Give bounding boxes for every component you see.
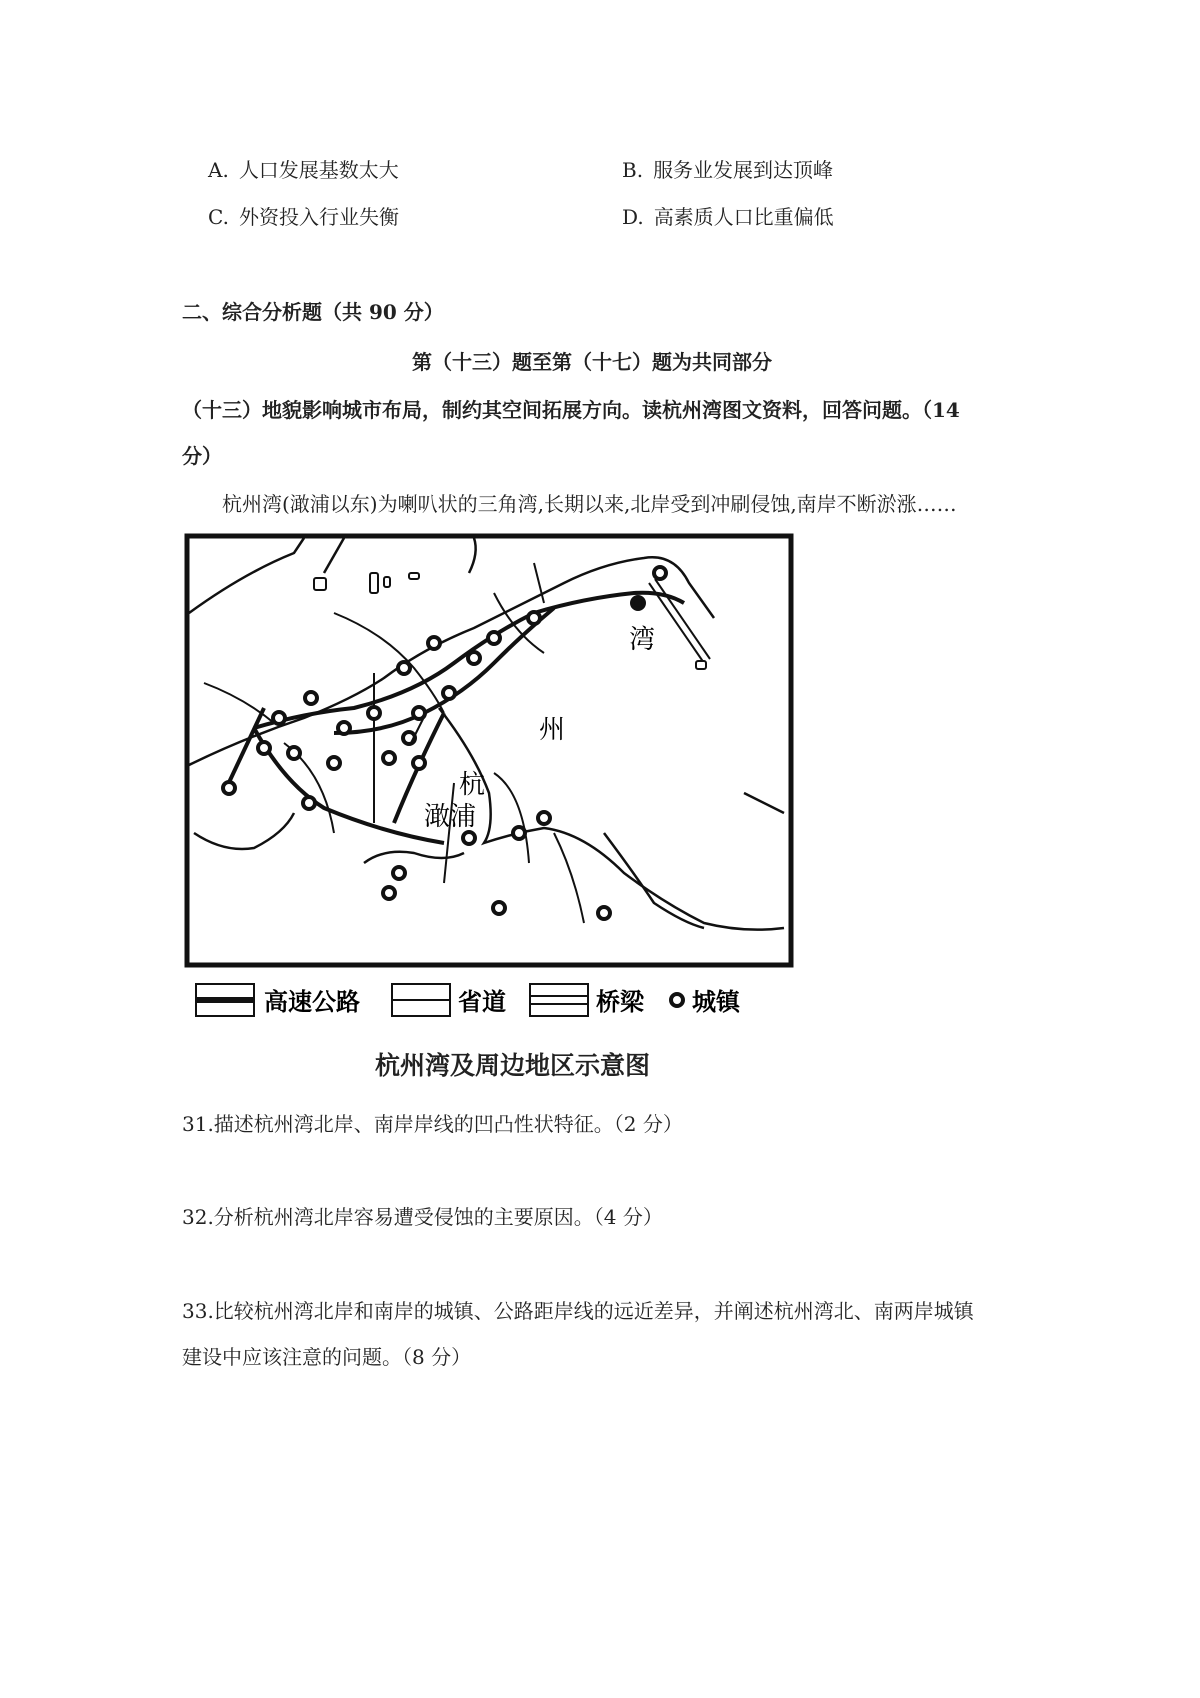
town bbox=[654, 567, 666, 579]
option-c bbox=[208, 203, 399, 231]
town bbox=[488, 632, 500, 644]
question-32: 32.分析杭州湾北岸容易遭受侵蚀的主要原因。（4 分） bbox=[182, 1205, 663, 1229]
town bbox=[303, 797, 315, 809]
option-a-label: A. bbox=[208, 158, 229, 182]
town bbox=[338, 722, 350, 734]
town bbox=[632, 597, 644, 609]
option-d bbox=[622, 203, 834, 231]
town bbox=[305, 692, 317, 704]
map-legend bbox=[192, 976, 792, 1026]
town bbox=[273, 712, 285, 724]
option-a bbox=[208, 156, 399, 184]
legend-provincial-label: 省道 bbox=[458, 988, 506, 1016]
hangzhou-bay-map bbox=[184, 533, 794, 968]
town bbox=[288, 747, 300, 759]
option-c-text: 外资投入行业失衡 bbox=[238, 205, 399, 229]
town bbox=[538, 812, 550, 824]
option-b-text: 服务业发展到达顶峰 bbox=[653, 158, 834, 182]
option-b-label: B. bbox=[622, 158, 644, 182]
option-c-label: C. bbox=[208, 205, 229, 229]
town bbox=[463, 832, 475, 844]
option-b bbox=[622, 156, 833, 184]
town bbox=[368, 707, 380, 719]
question13-intro: 杭州湾(澉浦以东)为喇叭状的三角湾,长期以来,北岸受到冲刷侵蚀,南岸不断淤涨…… bbox=[222, 492, 957, 516]
legend-bridge-label: 桥梁 bbox=[596, 988, 644, 1016]
question13-line1: （十三）地貌影响城市布局，制约其空间拓展方向。读杭州湾图文资料，回答问题。（14 bbox=[182, 398, 960, 422]
town bbox=[598, 907, 610, 919]
town bbox=[468, 652, 480, 664]
map-label-ganpu: 澉浦 bbox=[424, 802, 477, 832]
town bbox=[513, 827, 525, 839]
legend-town-icon bbox=[671, 994, 683, 1006]
town bbox=[443, 687, 455, 699]
town bbox=[528, 612, 540, 624]
section-heading: 二、综合分析题（共 90 分） bbox=[182, 300, 444, 324]
town bbox=[398, 662, 410, 674]
option-d-text: 高素质人口比重偏低 bbox=[653, 205, 834, 229]
island-2 bbox=[370, 573, 378, 593]
town bbox=[383, 887, 395, 899]
town bbox=[493, 902, 505, 914]
map-label-hang: 杭 bbox=[459, 770, 486, 800]
question13-line2: 分） bbox=[182, 444, 222, 468]
town bbox=[258, 742, 270, 754]
town bbox=[393, 867, 405, 879]
town bbox=[328, 757, 340, 769]
legend-highway-label: 高速公路 bbox=[264, 988, 360, 1016]
question-31: 31.描述杭州湾北岸、南岸岸线的凹凸性状特征。（2 分） bbox=[182, 1112, 683, 1136]
map-caption: 杭州湾及周边地区示意图 bbox=[375, 1051, 651, 1080]
question-33-line2: 建设中应该注意的问题。（8 分） bbox=[182, 1345, 472, 1369]
island-4 bbox=[409, 573, 419, 579]
legend-town-label: 城镇 bbox=[692, 988, 740, 1016]
option-d-label: D. bbox=[622, 205, 644, 229]
island-5 bbox=[696, 661, 706, 669]
question-33-line1: 33.比较杭州湾北岸和南岸的城镇、公路距岸线的远近差异，并阐述杭州湾北、南两岸城镇 bbox=[182, 1299, 974, 1323]
map-label-wan: 湾 bbox=[629, 625, 656, 655]
town bbox=[428, 637, 440, 649]
island-1 bbox=[314, 578, 326, 590]
common-part-heading: 第（十三）题至第（十七）题为共同部分 bbox=[412, 350, 772, 374]
town bbox=[383, 752, 395, 764]
map-label-zhou: 州 bbox=[539, 715, 566, 745]
legend-bridge-box bbox=[530, 984, 588, 1016]
town bbox=[413, 757, 425, 769]
option-a-text: 人口发展基数太大 bbox=[238, 158, 399, 182]
town bbox=[223, 782, 235, 794]
island-3 bbox=[384, 577, 390, 587]
